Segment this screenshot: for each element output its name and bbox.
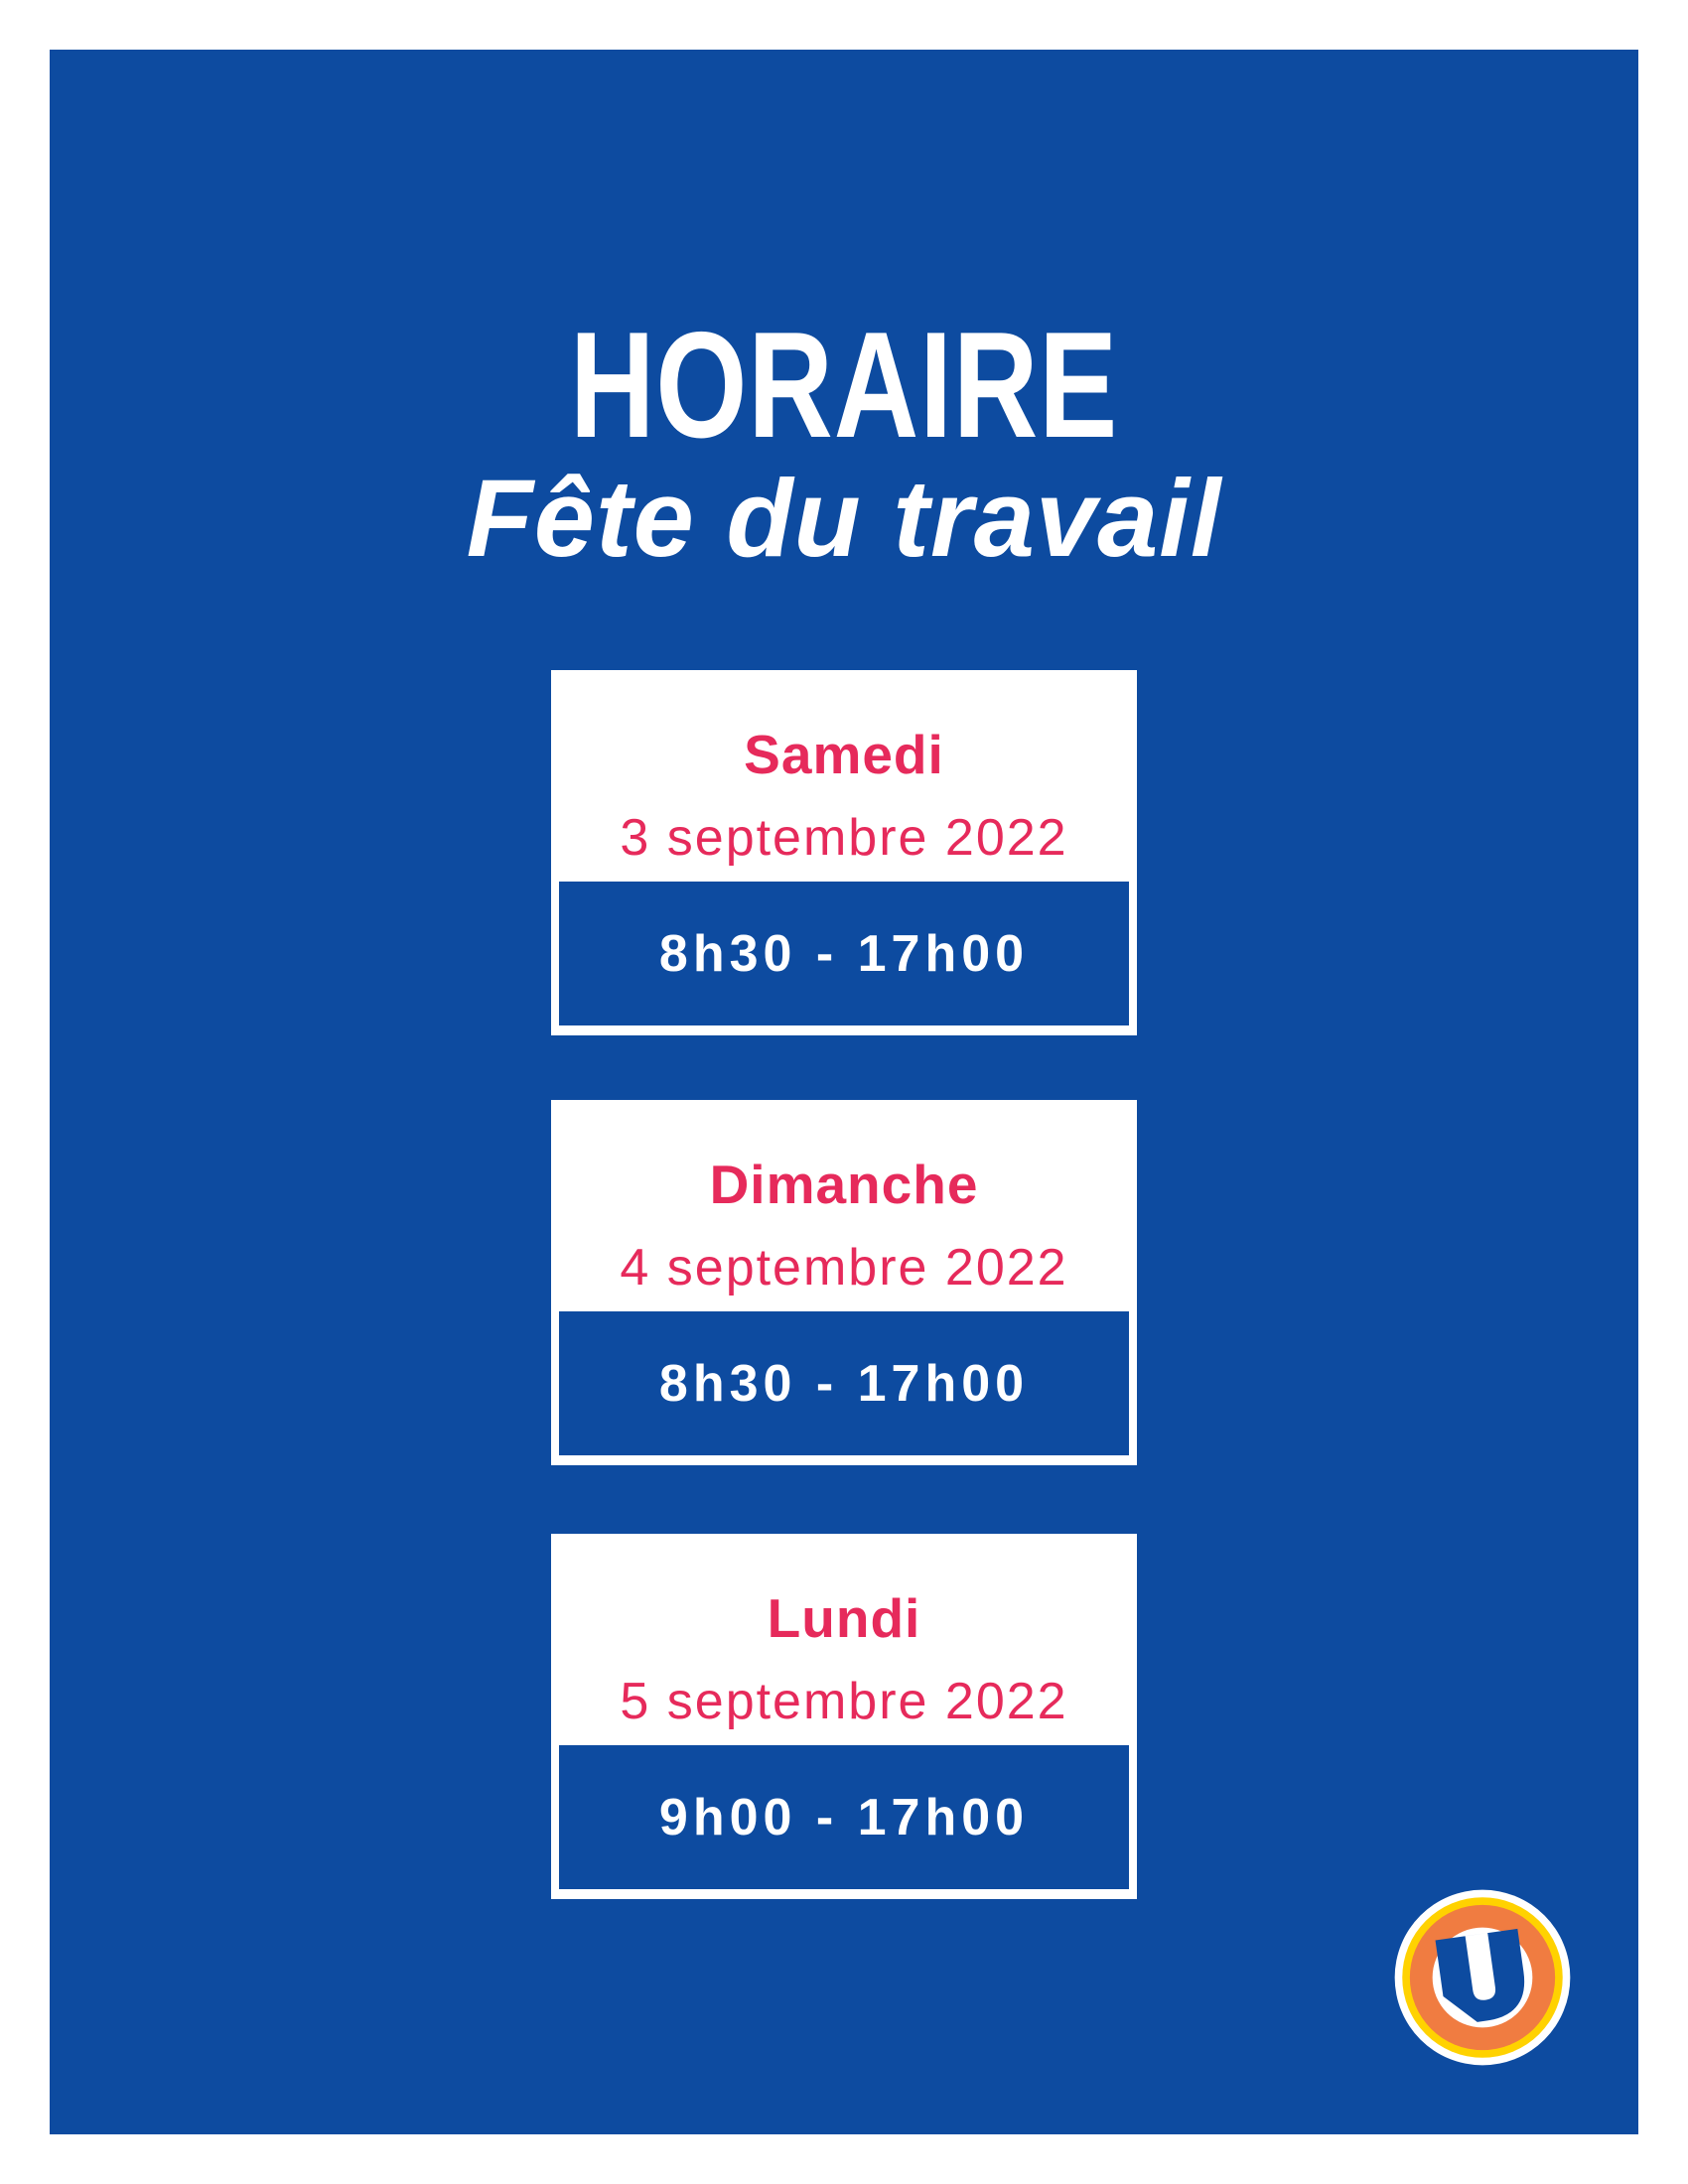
schedule-card-monday [551, 1534, 1137, 1899]
day-label: Lundi [767, 1587, 921, 1649]
poster-title [50, 301, 1638, 470]
day-label: Dimanche [709, 1154, 979, 1215]
hours-label: 8h30 - 17h00 [658, 924, 1030, 983]
date-label: 4 septembre 2022 [620, 1239, 1068, 1297]
poster-background [50, 50, 1638, 2134]
hours-banner [559, 882, 1129, 1025]
schedule-card-sunday [551, 1100, 1137, 1465]
hours-label: 9h00 - 17h00 [658, 1788, 1030, 1846]
day-label: Samedi [744, 724, 944, 785]
date-label: 3 septembre 2022 [620, 809, 1068, 867]
poster-title-text: HORAIRE [569, 301, 1119, 470]
schedule-card-saturday [551, 670, 1137, 1035]
date-label: 5 septembre 2022 [620, 1673, 1068, 1730]
u-brand-logo [1388, 1883, 1577, 2072]
hours-label: 8h30 - 17h00 [658, 1354, 1030, 1413]
poster-subtitle: Fête du travail [466, 458, 1222, 580]
hours-banner [559, 1311, 1129, 1455]
hours-banner [559, 1745, 1129, 1889]
